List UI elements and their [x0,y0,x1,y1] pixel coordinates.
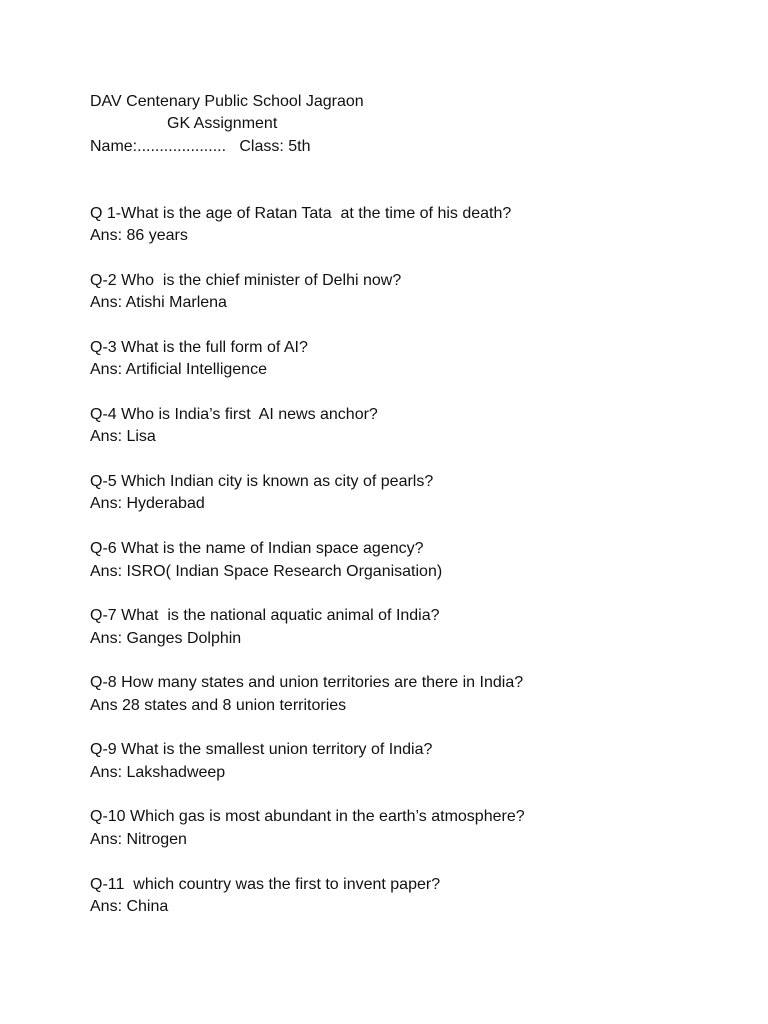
answer: Ans: Lisa [90,428,156,446]
qa-block-11 [90,874,730,919]
question: Q 1-What is the age of Ratan Tata at the time of his death? [90,204,512,222]
question: Q-6 What is the name of Indian space agency? [90,540,424,558]
answer: Ans: Atishi Marlena [90,294,227,312]
answer: Ans: 86 years [90,227,188,245]
qa-block-6 [90,538,730,583]
school-name: DAV Centenary Public School Jagraon [90,93,364,110]
spacer [90,650,730,672]
qa-block-10 [90,806,730,851]
qa-block-5 [90,471,730,516]
spacer [90,583,730,605]
question: Q-4 Who is India’s first AI news anchor? [90,406,378,423]
question: Q-5 Which Indian city is known as city of pearls? [90,473,434,491]
qa-block-3 [90,337,730,382]
spacer [90,449,730,471]
question: Q-3 What is the full form of AI? [90,338,308,356]
answer: Ans: Lakshadweep [90,763,226,781]
spacer [90,382,730,404]
answer: Ans: ISRO( Indian Space Research Organisation) [90,562,443,580]
qa-block-4 [90,404,730,449]
qa-block-2 [90,270,730,315]
question: Q-11 which country was the first to invent paper? [90,875,441,893]
question: Q-7 What is the national aquatic animal of India? [90,607,440,625]
answer: Ans: Hyderabad [90,495,205,513]
spacer [90,158,730,203]
answer: Ans 28 states and 8 union territories [90,696,347,714]
qa-block-9 [90,739,730,784]
qa-block-8 [90,672,730,717]
spacer [90,516,730,538]
question: Q-2 Who is the chief minister of Delhi now? [90,271,402,289]
qa-block-1 [90,203,730,248]
answer: Ans: China [90,897,169,915]
answer: Ans: Nitrogen [90,830,187,848]
question: Q-10 Which gas is most abundant in the earth’s atmosphere? [90,808,525,826]
answer: Ans: Ganges Dolphin [90,629,242,647]
name-class-line: Name:.................... Class: 5th [90,137,311,155]
spacer [90,717,730,739]
document-page [90,91,730,918]
question: Q-9 What is the smallest union territory of India? [90,741,433,759]
spacer [90,784,730,806]
assignment-title: GK Assignment [167,115,278,133]
question: Q-8 How many states and union territories are there in India? [90,674,524,692]
spacer [90,248,730,270]
answer: Ans: Artificial Intelligence [90,361,267,379]
spacer [90,851,730,873]
qa-block-7 [90,605,730,650]
spacer [90,315,730,337]
